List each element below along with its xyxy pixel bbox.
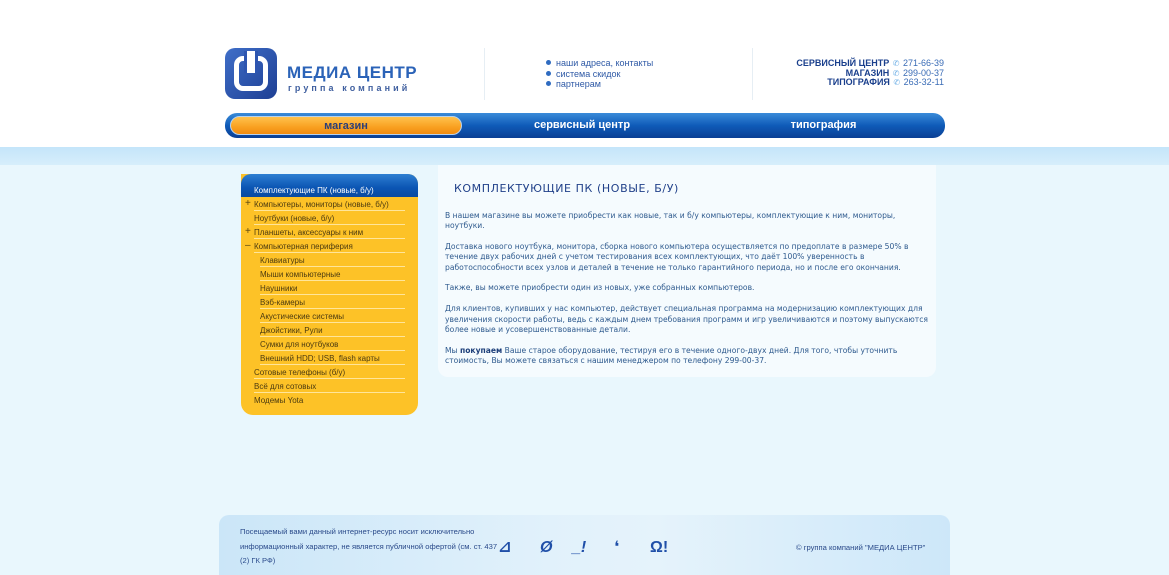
expand-icon[interactable]: +	[245, 226, 251, 237]
sidebar-item-label: Джойстики, Рули	[260, 326, 323, 335]
paragraph-buyback	[445, 346, 933, 367]
keyboard-icon[interactable]: _!	[572, 539, 587, 556]
sidebar-item-label: Клавиатуры	[260, 256, 305, 265]
sidebar-item-webcams[interactable]	[241, 295, 418, 309]
sidebar-item-joysticks[interactable]	[241, 323, 418, 337]
header-band	[0, 147, 1169, 165]
copyright: © группа компаний "МЕДИА ЦЕНТР"	[796, 543, 926, 552]
sidebar-item-label: Компьютеры, мониторы (новые, б/у)	[254, 200, 389, 209]
phone-number: 299-00-37	[902, 67, 944, 78]
paragraph: В нашем магазине вы можете приобрести как новые, так и б/у компьютеры, комплектующие к ним, мониторы, ноутбуки.	[445, 211, 896, 231]
text: Ваше старое оборудование, тестируя его в течение одного-двух дней. Для того, чтобы уточнить стоимость, Вы можете связаться с нашим менеджером по телефону 299-00-37.	[445, 345, 898, 365]
headphones-icon[interactable]: Ω!	[650, 539, 669, 556]
sidebar-item-laptops[interactable]	[241, 211, 418, 225]
footer	[219, 515, 950, 575]
sidebar-item-computers[interactable]	[241, 197, 418, 211]
sidebar-item-speakers[interactable]	[241, 309, 418, 323]
phone-icon: ✆	[892, 59, 900, 68]
sidebar-item-keyboards[interactable]	[241, 253, 418, 267]
nav-tab-print[interactable]: типография	[790, 119, 857, 131]
main-nav	[225, 113, 945, 138]
sidebar-item-label: Наушники	[260, 284, 298, 293]
category-sidebar	[241, 174, 418, 415]
paragraph: Доставка нового ноутбука, монитора, сборка нового компьютера осуществляется по предоплате в размере 50% в течение двух рабочих дней с учетом тестирования всех комплектующих, что даёт 100% уверенность в работоспособности всех узлов и деталей в течение не только гарантийного периода, но и после его окончания.	[445, 242, 909, 272]
sidebar-list	[241, 197, 418, 407]
laptop-icon[interactable]: ⊿	[498, 539, 512, 556]
phone-icon: ✆	[892, 68, 900, 78]
footer-disclaimer: Посещаемый вами данный интернет-ресурс носит исключительно информационный характер, не является публичной офертой (см. ст. 437 (2) ГК РФ)	[240, 527, 498, 565]
logo-power-icon	[225, 48, 277, 99]
sidebar-item-label: Акустические системы	[260, 312, 344, 321]
sidebar-item-label: Сотовые телефоны (б/у)	[254, 368, 346, 377]
sidebar-item-peripherals[interactable]	[241, 239, 418, 253]
content-body	[445, 211, 933, 377]
usb-stick-icon[interactable]: Ø	[540, 539, 553, 556]
sidebar-item-label: Ноутбуки (новые, б/у)	[254, 214, 335, 223]
nav-tab-service[interactable]: сервисный центр	[533, 119, 631, 131]
phone-label: ТИПОГРАФИЯ	[827, 77, 890, 87]
expand-icon[interactable]: +	[245, 198, 251, 209]
paragraph: Для клиентов, купивших у нас компьютер, действует специальная программа на модернизацию комплектующих для увеличения скорости работы, ведь с каждым днем требования программ и игр увеличиваются и поэтому выпускаются более новые и усовершенствованные детали.	[445, 304, 928, 334]
link-discounts[interactable]: система скидок	[546, 69, 653, 80]
text: Мы	[445, 345, 460, 355]
logo-subtitle: группа компаний	[288, 83, 411, 93]
link-contacts[interactable]: наши адреса, контакты	[546, 58, 653, 69]
mouse-icon[interactable]: ❛	[614, 539, 620, 556]
logo[interactable]	[225, 48, 425, 100]
sidebar-item-label: Мыши компьютерные	[260, 270, 341, 279]
sidebar-item-phone-accessories[interactable]	[241, 379, 418, 393]
collapse-icon[interactable]: –	[245, 240, 251, 251]
phone-number: 271-66-39	[902, 58, 944, 68]
nav-tab-shop[interactable]: магазин	[230, 116, 462, 135]
main-content	[438, 165, 936, 377]
divider	[484, 48, 485, 100]
sidebar-item-tablets[interactable]	[241, 225, 418, 239]
phone-list	[796, 59, 944, 88]
sidebar-item-external-storage[interactable]	[241, 351, 418, 365]
sidebar-heading-label: Комплектующие ПК (новые, б/у)	[254, 186, 374, 195]
logo-title: МЕДИА ЦЕНТР	[287, 63, 418, 82]
sidebar-item-label: Компьютерная периферия	[254, 242, 353, 251]
phone-number: 263-32-11	[903, 77, 944, 87]
sidebar-item-label: Модемы Yota	[254, 396, 304, 405]
page-title: КОМПЛЕКТУЮЩИЕ ПК (НОВЫЕ, Б/У)	[454, 182, 679, 195]
paragraph: Также, вы можете приобрести один из новых, уже собранных компьютеров.	[445, 283, 755, 293]
emphasis: покупаем	[459, 345, 503, 355]
phone-label: МАГАЗИН	[845, 67, 890, 78]
header-links	[546, 58, 653, 90]
phone-label: СЕРВИСНЫЙ ЦЕНТР	[796, 58, 890, 68]
sidebar-item-label: Вэб-камеры	[260, 298, 305, 307]
sidebar-item-mice[interactable]	[241, 267, 418, 281]
sidebar-item-laptop-bags[interactable]	[241, 337, 418, 351]
link-partners[interactable]: партнерам	[546, 79, 653, 90]
divider	[752, 48, 753, 100]
sidebar-item-headphones[interactable]	[241, 281, 418, 295]
phone-icon: ✆	[893, 78, 901, 87]
sidebar-item-label: Сумки для ноутбуков	[260, 340, 339, 349]
header	[0, 0, 1169, 147]
sidebar-item-label: Внешний HDD; USB, flash карты	[260, 354, 380, 363]
phone-print	[796, 78, 944, 88]
sidebar-item-label: Планшеты, аксессуары к ним	[254, 228, 364, 237]
sidebar-item-label: Всё для сотовых	[254, 382, 317, 391]
sidebar-heading[interactable]	[241, 174, 418, 197]
sidebar-item-phones[interactable]	[241, 365, 418, 379]
sidebar-item-yota-modems[interactable]	[241, 393, 418, 407]
